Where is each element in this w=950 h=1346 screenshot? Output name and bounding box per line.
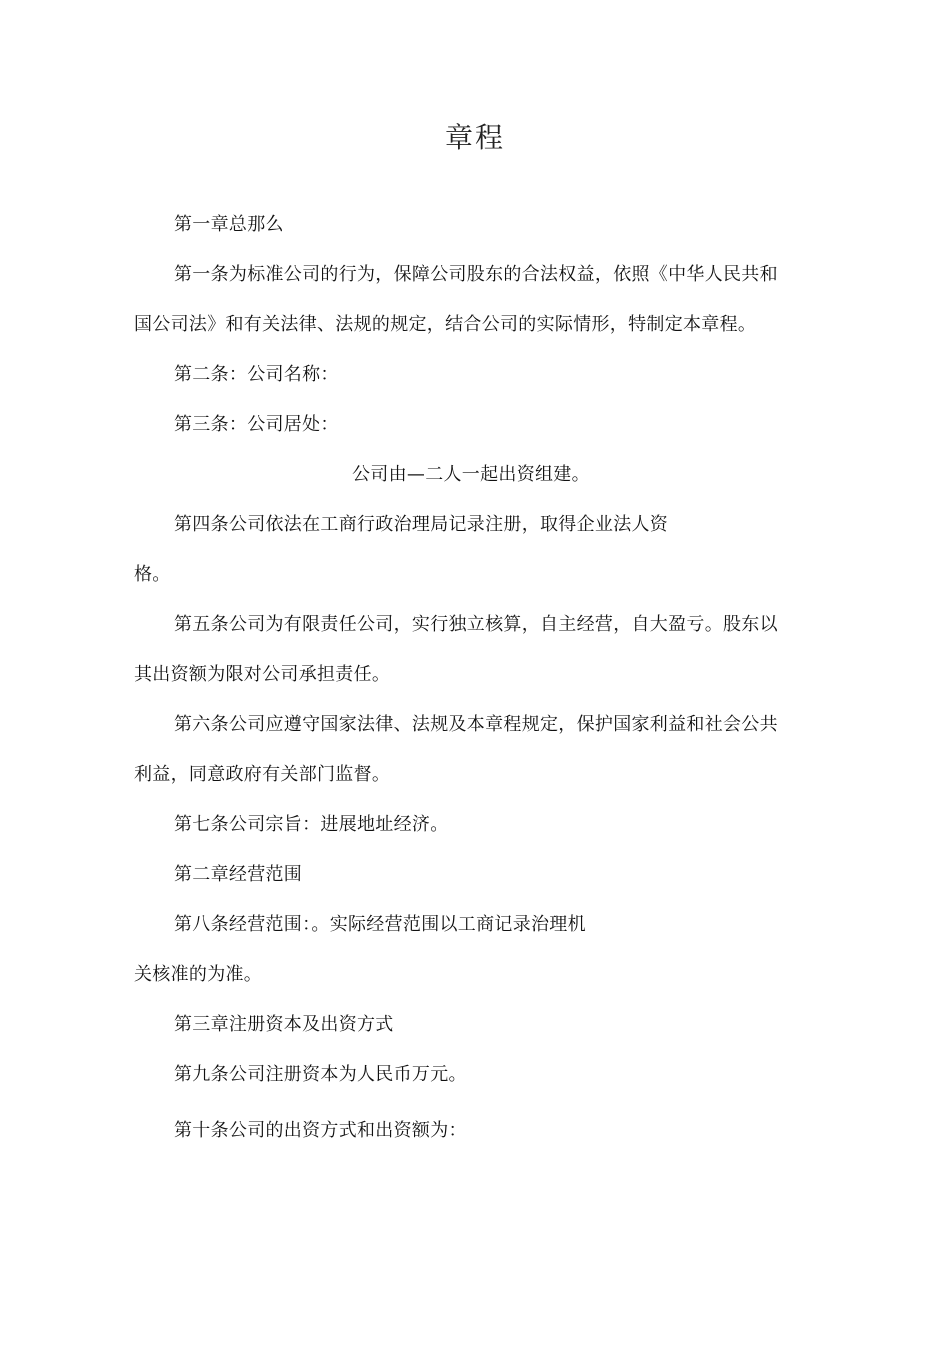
article-7: 第七条公司宗旨：进展地址经济。 <box>174 814 449 835</box>
article-4-line-2: 格。 <box>134 564 171 585</box>
article-8-line-1: 第八条经营范围：。实际经营范围以工商记录治理机 <box>174 914 586 935</box>
article-5-line-1: 第五条公司为有限责任公司，实行独立核算，自主经营，自大盈亏。股东以 <box>174 614 778 635</box>
article-3: 第三条：公司居处： <box>174 414 339 435</box>
article-10: 第十条公司的出资方式和出资额为： <box>174 1120 467 1141</box>
document-title: 章程 <box>444 121 505 154</box>
article-1-line-2: 国公司法》和有关法律、法规的规定，结合公司的实际情形，特制定本章程。 <box>134 314 757 335</box>
article-2: 第二条：公司名称： <box>174 364 339 385</box>
article-6-line-2: 利益，同意政府有关部门监督。 <box>134 764 391 785</box>
chapter-2-heading: 第二章经营范围 <box>174 864 303 885</box>
article-5-line-2: 其出资额为限对公司承担责任。 <box>134 664 391 685</box>
article-6-line-1: 第六条公司应遵守国家法律、法规及本章程规定，保护国家利益和社会公共 <box>174 714 778 735</box>
article-1-line-1: 第一条为标准公司的行为，保障公司股东的合法权益，依照《中华人民共和 <box>174 264 778 285</box>
article-3-detail: 公司由—二人一起出资组建。 <box>352 464 590 485</box>
chapter-1-heading: 第一章总那么 <box>174 214 284 235</box>
article-9: 第九条公司注册资本为人民币万元。 <box>174 1064 467 1085</box>
chapter-3-heading: 第三章注册资本及出资方式 <box>174 1014 394 1035</box>
article-4-line-1: 第四条公司依法在工商行政治理局记录注册，取得企业法人资 <box>174 514 669 535</box>
article-8-line-2: 关核准的为准。 <box>134 964 263 985</box>
